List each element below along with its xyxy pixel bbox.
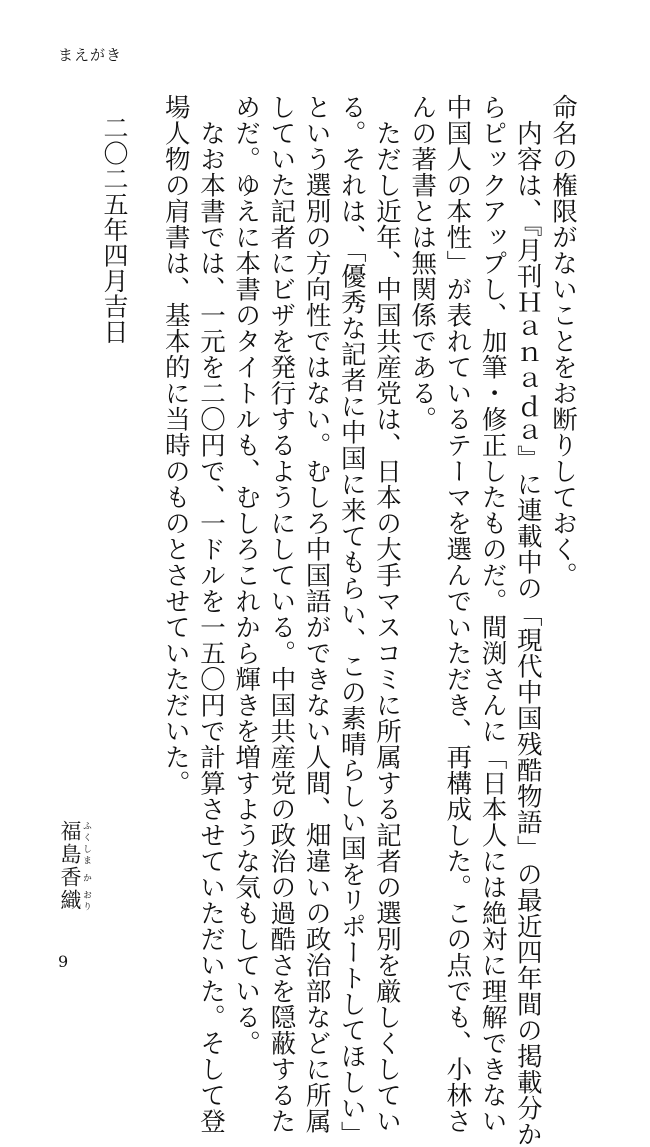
author-char: 島 しま — [58, 843, 91, 866]
text-line: んの著書とは無関係である。 — [407, 94, 438, 432]
running-head: まえがき — [58, 46, 123, 64]
text-line: していた記者にビザを発行するようにしている。中国共産党の政治の過酷さを隠蔽するた — [266, 94, 297, 1134]
author-char: 織 おり — [58, 889, 91, 912]
author-char: 香 か — [58, 866, 91, 889]
text-line: 場人物の肩書は、基本的に当時のものとさせていただいた。 — [160, 94, 191, 796]
text-line: る。それは、「優秀な記者に中国に来てもらい、この素晴らしい国をリポートしてほしい」 — [336, 94, 367, 1147]
author-signature — [58, 820, 91, 912]
text-line: 命名の権限がないことをお断りしておく。 — [548, 94, 578, 588]
text-line: なお本書では、一元を二〇円で、一ドルを一五〇円で計算させていただいた。そして登 — [195, 94, 226, 1134]
text-line: らピックアップし、加筆・修正したものだ。間渕さんに「日本人には絶対に理解できない — [477, 94, 508, 1134]
text-line: ただし近年、中国共産党は、日本の大手マスコミに所属する記者の選別を厳しくしてい — [371, 94, 402, 1134]
date-line: 二〇二五年四月吉日 — [100, 115, 129, 345]
page-number: 9 — [58, 952, 69, 971]
text-line: めだ。ゆえに本書のタイトルも、むしろこれから輝きを増すような気もしている。 — [231, 94, 262, 1056]
author-char: 福 ふく — [58, 820, 91, 843]
text-line: 内容は、『月刊Ｈａｎａｄａ』に連載中の「現代中国残酷物語」の最近四年間の掲載分か — [512, 94, 543, 1147]
body-text — [158, 94, 580, 1147]
text-line: という選別の方向性ではない。むしろ中国語ができない人間、畑違いの政治部などに所属 — [301, 94, 332, 1134]
text-line: 中国人の本性」が表れているテーマを選んでいただき、再構成した。この点でも、小林さ — [442, 94, 473, 1134]
